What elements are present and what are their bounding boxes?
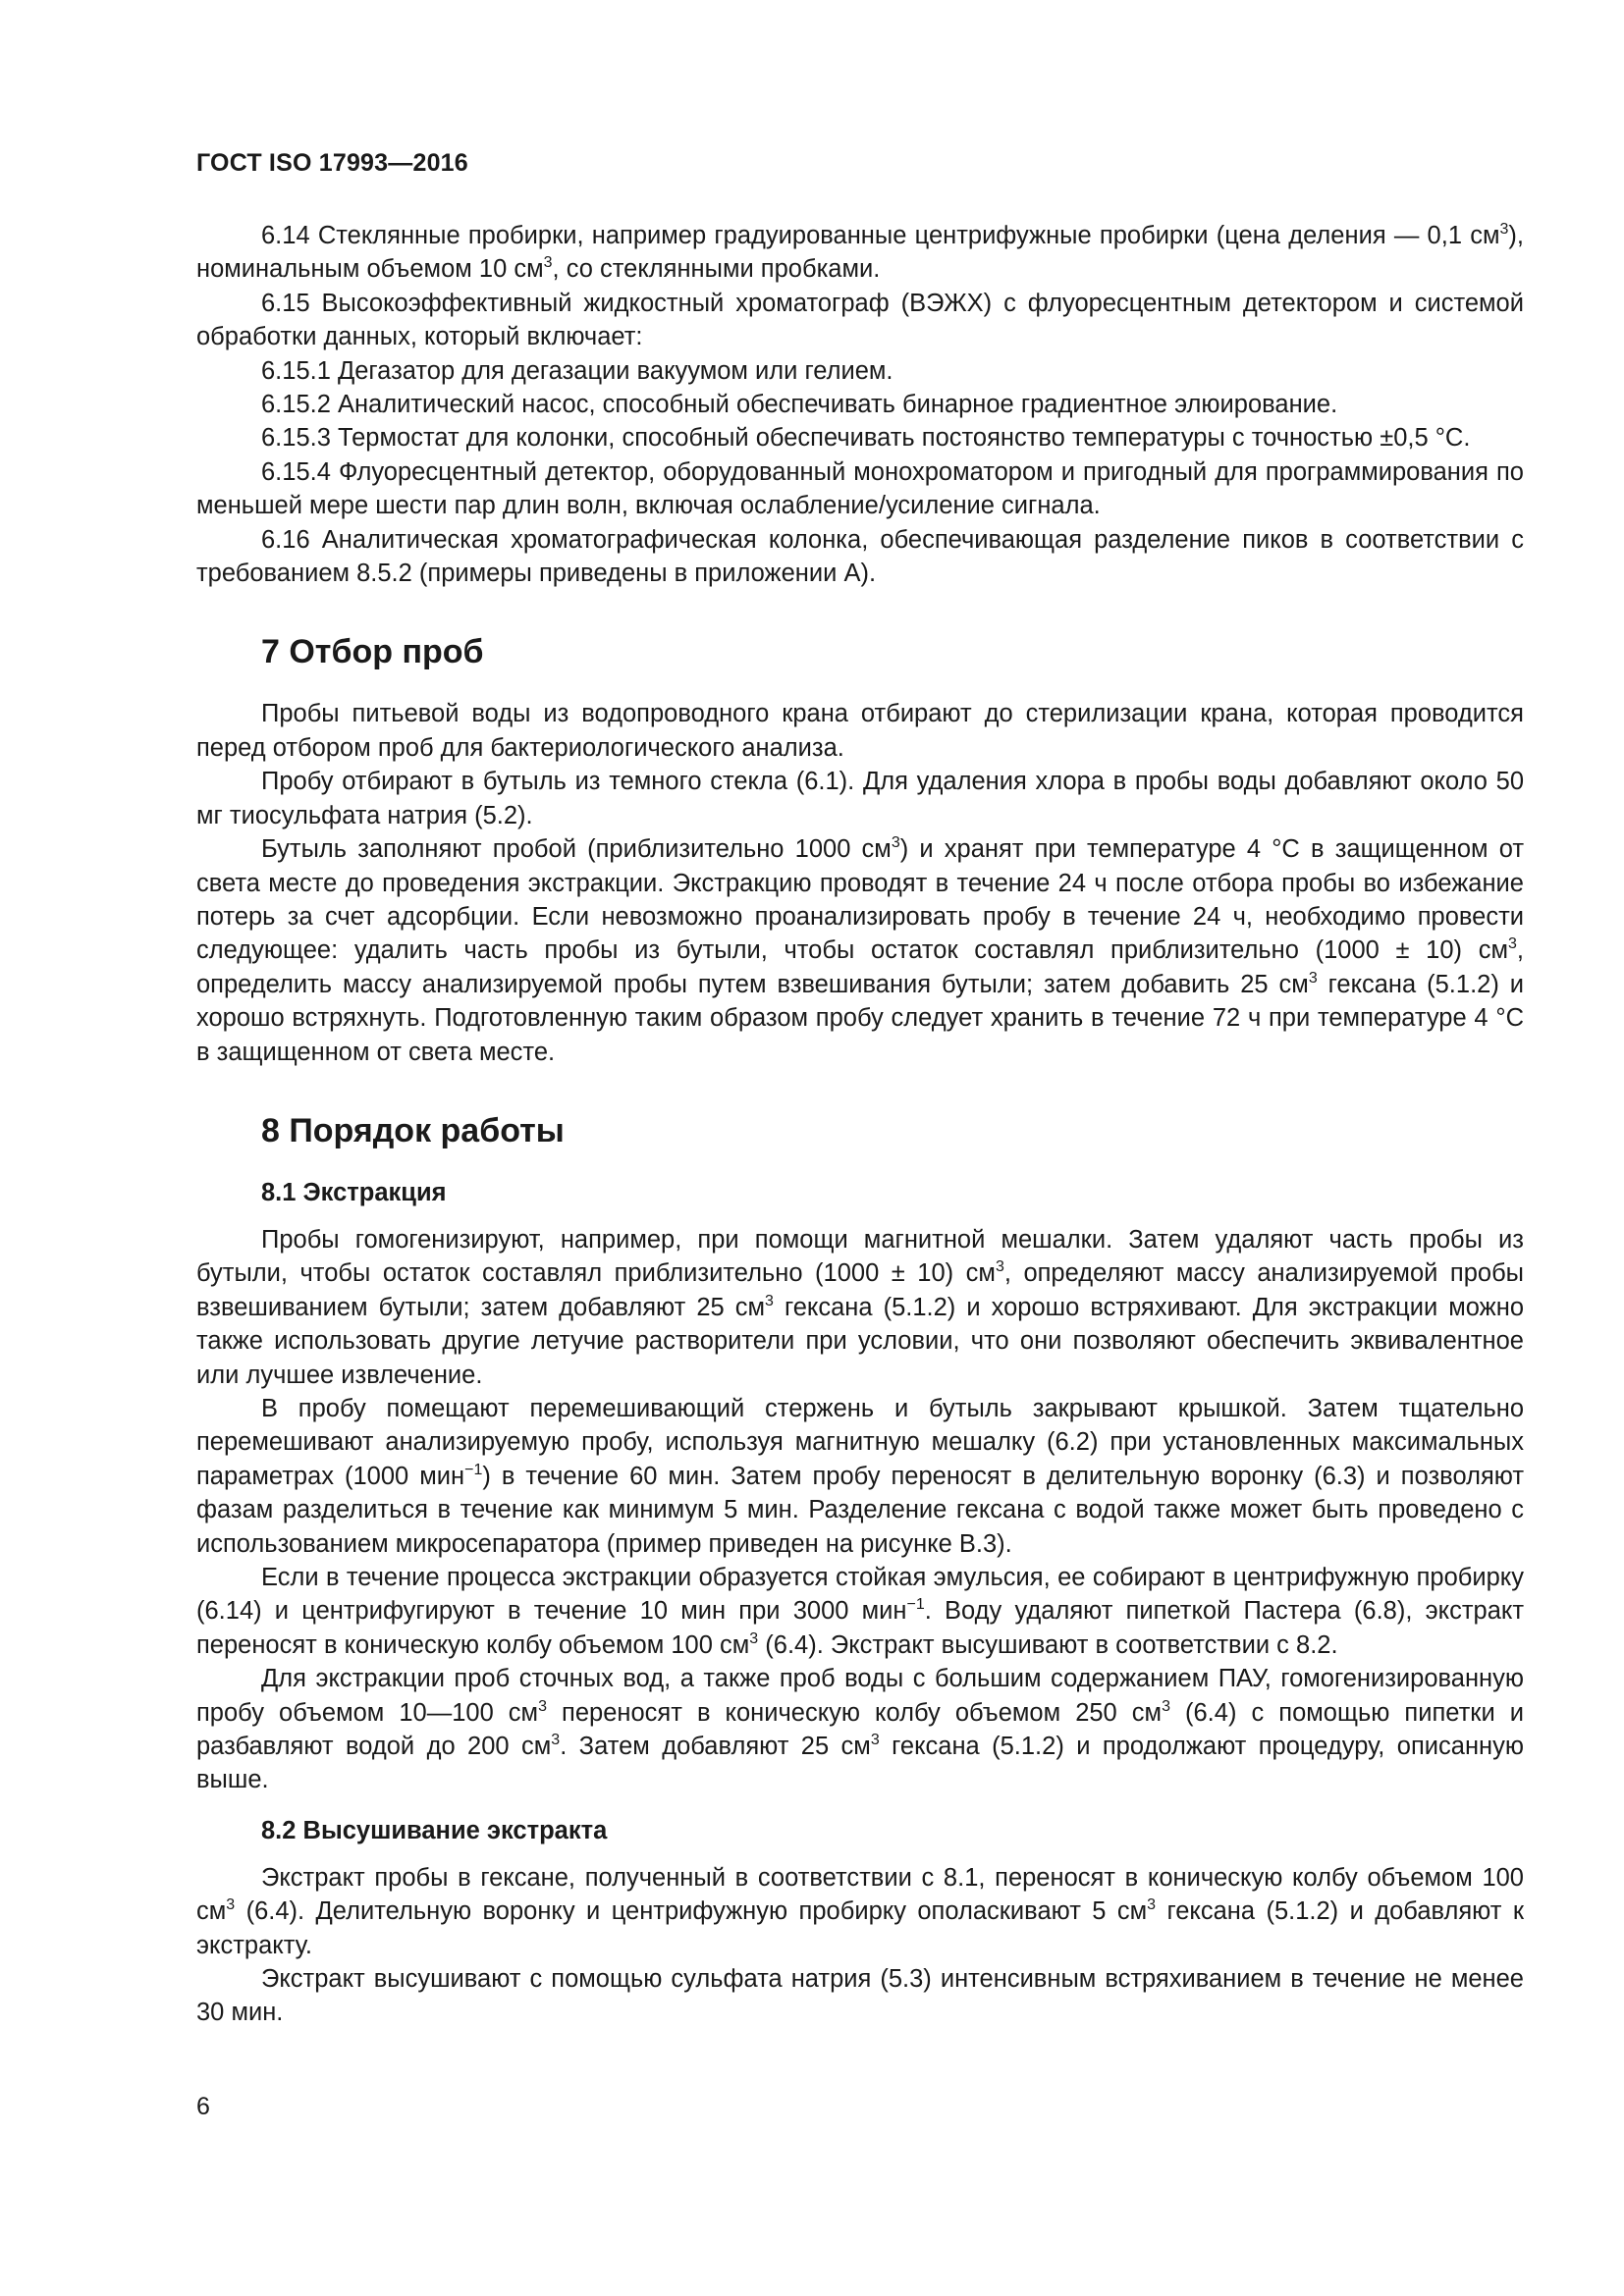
subsection-8-2-heading: 8.2 Высушивание экстракта [261,1816,608,1844]
paragraph-6-16: 6.16 Аналитическая хроматографическая колонка, обеспечивающая разделение пиков в соответствии с требованием 8.5.2 (примеры приведены в приложении А). [196,525,1524,588]
page-number: 6 [196,2093,210,2120]
paragraph-6-15-2: 6.15.2 Аналитический насос, способный обеспечивать бинарное градиентное элюирование. [261,391,1338,419]
section-8-heading: 8 Порядок работы [261,1111,565,1149]
document-header: ГОСТ ISO 17993—2016 [196,149,468,177]
paragraph-8-1-3: Если в течение процесса экстракции образуется стойкая эмульсия, ее собирают в центрифужную пробирку (6.14) и центрифугируют в течение 10 мин при 3000 мин$^{-1}$. Воду удаляют пипеткой Пастера (6.8), экстракт переносят в коническую колбу объемом 100 $см^3$ (6.4). Экстракт высушивают в соответствии с 8.2. [196,1564,1525,1659]
paragraph-8-2-1: Экстракт пробы в гексане, полученный в соответствии с 8.1, переносят в коническую колбу объемом 100 $см^3$ (6.4). Делительную воронку и центрифужную пробирку ополаскивают 5 $см^3$ гексана (5.1.2) и добавляют к экстракту. [196,1863,1524,1959]
paragraph-8-1-4: Для экстракции проб сточных вод, а также проб воды с большим содержанием ПАУ, гомогенизированную пробу объемом 10—100 $см^3$ переносят в коническую колбу объемом 250 $см^3$ (6.4) с помощью пипетки и разбавляют водой до 200 $см^3$. Затем добавляют 25 $см^3$ гексана (5.1.2) и продолжают процедуру, описанную выше. [196,1665,1524,1794]
paragraph-7-1: Пробы питьевой воды из водопроводного крана отбирают до стерилизации крана, которая проводится перед отбором проб для бактериологического анализа. [196,700,1524,762]
paragraph-6-14: 6.14 Стеклянные пробирки, например градуированные центрифужные пробирки (цена деления — 0,1 $см^3$), номинальным объемом 10 $см^3$, со стеклянными пробками. [196,221,1524,284]
paragraph-8-2-2: Экстракт высушивают с помощью сульфата натрия (5.3) интенсивным встряхиванием в течение не менее 30 мин. [196,1965,1524,2027]
paragraph-6-15: 6.15 Высокоэффективный жидкостный хроматограф (ВЭЖХ) с флуоресцентным детектором и системой обработки данных, который включает: [196,289,1524,351]
paragraph-7-3: Бутыль заполняют пробой (приблизительно 1000 $см^3$) и хранят при температуре 4 °С в защищенном от света месте до проведения экстракции. Экстракцию проводят в течение 24 ч после отбора пробы во избежание потерь за счет адсорбции. Если невозможно проанализировать пробу в течение 24 ч, необходимо провести следующее: удалить часть пробы из бутыли, чтобы остаток составлял приблизительно (1000 ± 10) $см^3$, определить массу анализируемой пробы путем взвешивания бутыли; затем добавить 25 $см^3$ гексана (5.1.2) и хорошо встряхнуть. Подготовленную таким образом пробу следует хранить в течение 72 ч при температуре 4 °С в защищенном от света месте. [196,834,1524,1066]
subsection-8-1-heading: 8.1 Экстракция [261,1178,447,1206]
section-7-heading: 7 Отбор проб [261,633,484,671]
paragraph-6-15-3: 6.15.3 Термостат для колонки, способный обеспечивать постоянство температуры с точностью ±0,5 °С. [261,424,1471,453]
paragraph-8-1-1: Пробы гомогенизируют, например, при помощи магнитной мешалки. Затем удаляют часть пробы из бутыли, чтобы остаток составлял приблизительно (1000 ± 10) $см^3$, определяют массу анализируемой пробы взвешиванием бутыли; затем добавляют 25 $см^3$ гексана (5.1.2) и хорошо встряхивают. Для экстракции можно также использовать другие летучие растворители при условии, что они позволяют обеспечить эквивалентное или лучшее извлечение. [196,1225,1525,1389]
paragraph-7-2: Пробу отбирают в бутыль из темного стекла (6.1). Для удаления хлора в пробы воды добавляют около 50 мг тиосульфата натрия (5.2). [196,768,1524,829]
paragraph-6-15-1: 6.15.1 Дегазатор для дегазации вакуумом или гелием. [261,356,893,385]
paragraph-6-15-4: 6.15.4 Флуоресцентный детектор, оборудованный монохроматором и пригодный для программирования по меньшей мере шести пар длин волн, включая ослабление/усиление сигнала. [196,457,1524,520]
page-content [196,219,1524,2030]
paragraph-8-1-2: В пробу помещают перемешивающий стержень и бутыль закрывают крышкой. Затем тщательно перемешивают анализируемую пробу, используя магнитную мешалку (6.2) при установленных максимальных параметрах (1000 мин$^{-1}$) в течение 60 мин. Затем пробу переносят в делительную воронку (6.3) и позволяют фазам разделиться в течение как минимум 5 мин. Разделение гексана с водой также может быть проведено с использованием микросепаратора (пример приведен на рисунке В.3). [196,1394,1524,1558]
